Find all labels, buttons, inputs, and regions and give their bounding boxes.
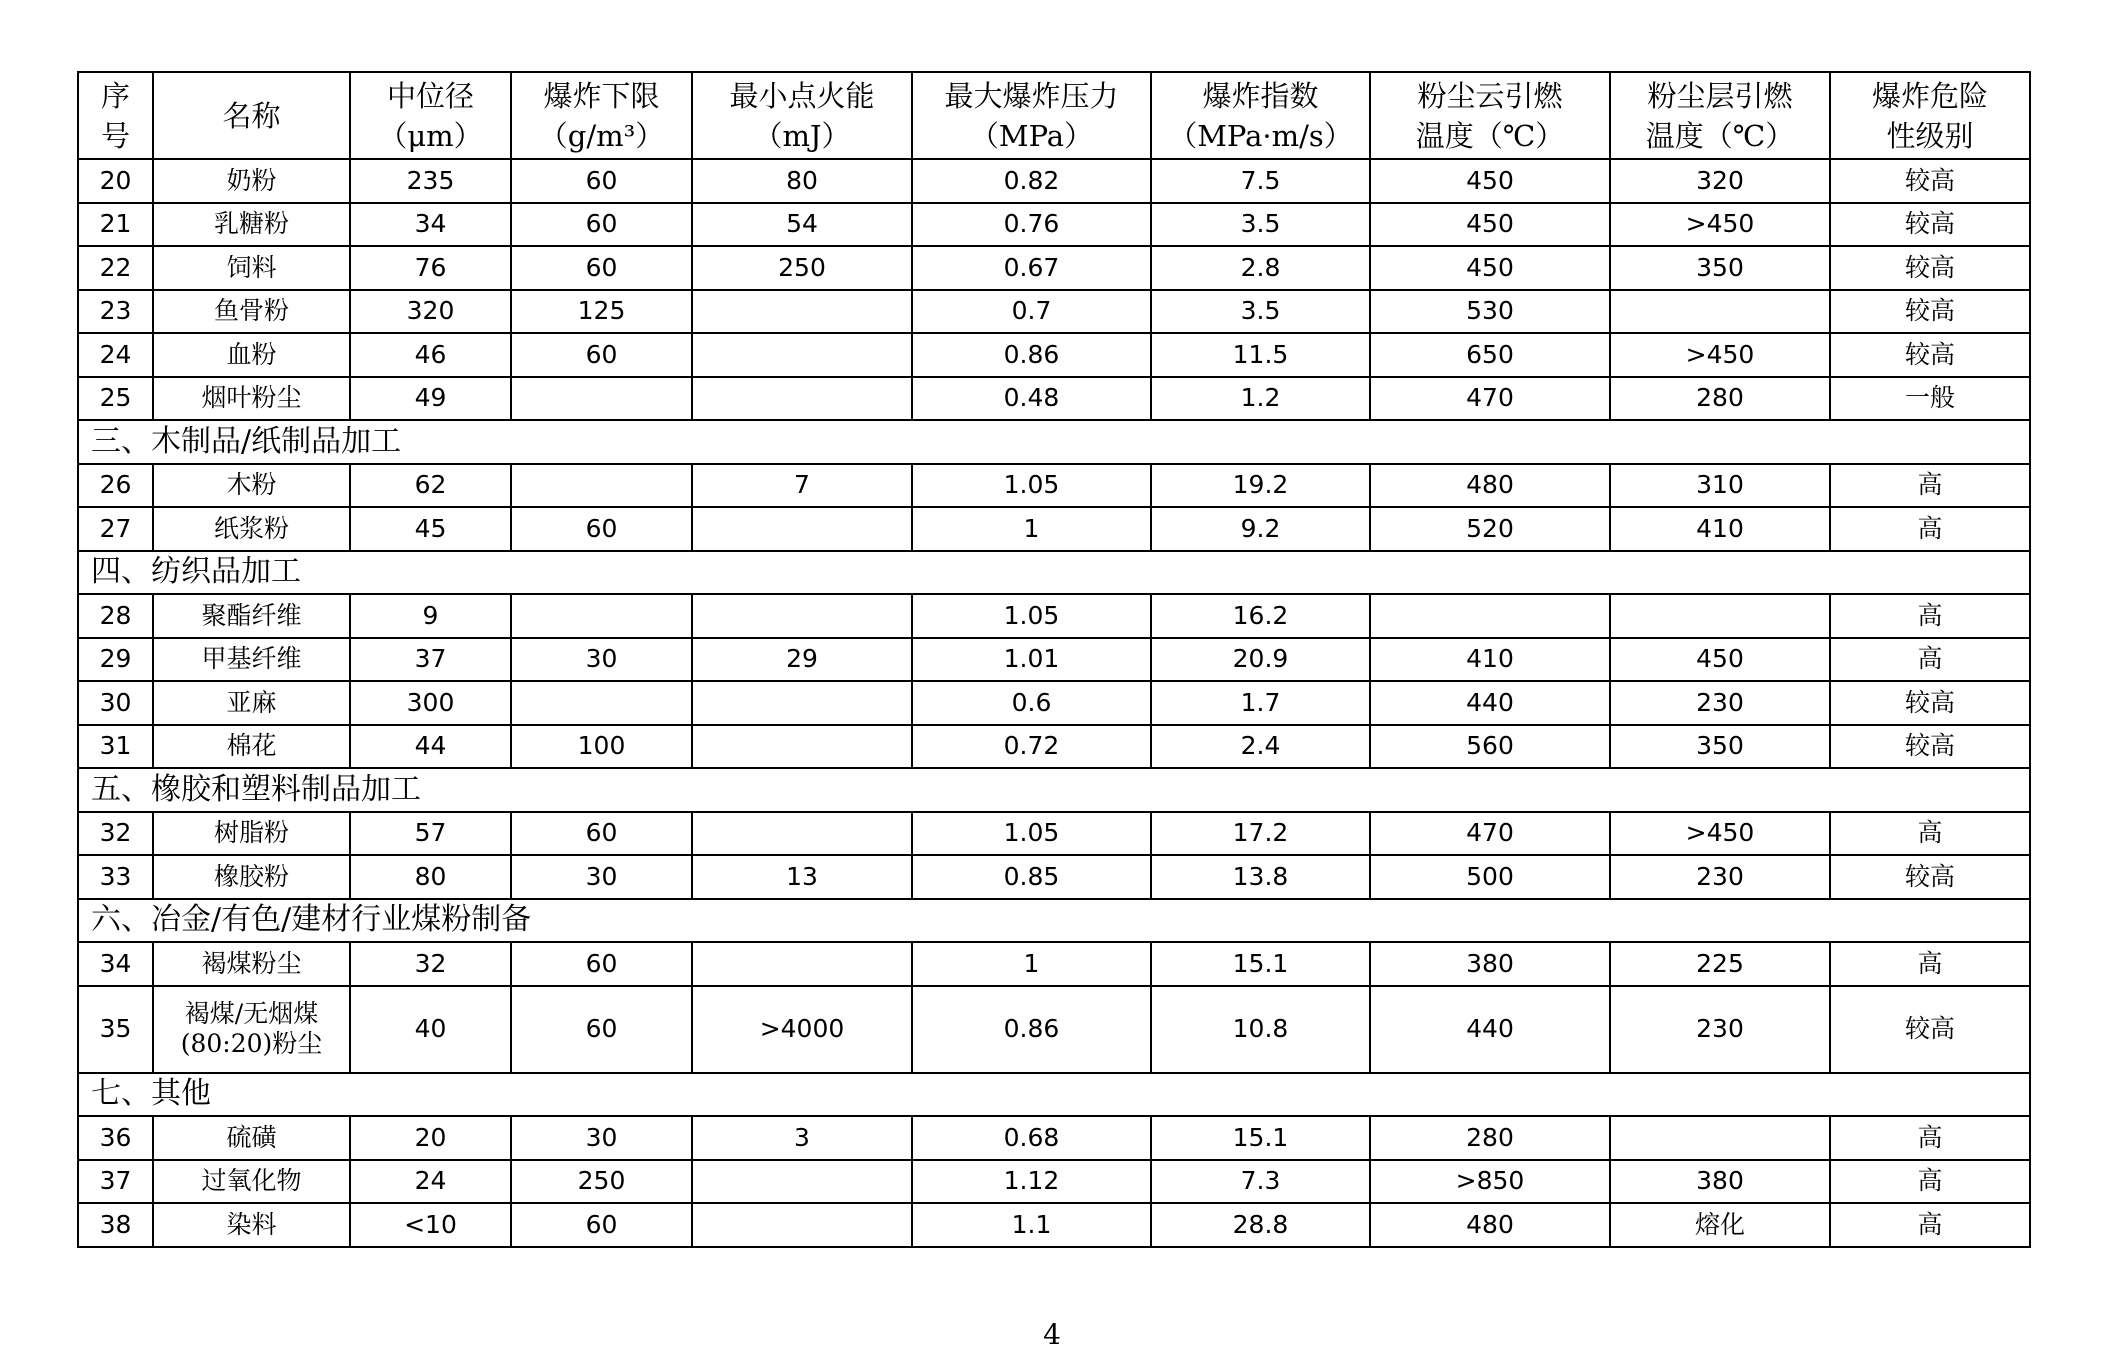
header-text-line: 最小点火能 [729,78,875,113]
cell-cloud-ignition-temp: 280 [1370,1116,1610,1160]
cell-index: 36 [78,1116,153,1160]
cell-min-ignition-energy [692,681,912,725]
cell-max-explosion-pressure: 0.6 [912,681,1151,725]
cell-layer-ignition-temp: 230 [1610,681,1830,725]
cell-layer-ignition-temp: 230 [1610,855,1830,899]
cell-median-diameter: 9 [350,594,511,638]
cell-hazard-level: 高 [1830,812,2030,856]
cell-name: 褐煤粉尘 [153,942,350,986]
cell-max-explosion-pressure: 0.82 [912,159,1151,203]
cell-min-ignition-energy: >4000 [692,986,912,1073]
cell-max-explosion-pressure: 0.86 [912,333,1151,377]
header-max-explosion-pressure [912,72,1151,159]
cell-layer-ignition-temp [1610,290,1830,334]
table-row [78,638,2030,682]
table-row [78,377,2030,421]
cell-name: 乳糖粉 [153,203,350,247]
header-text-line: （mJ） [753,118,851,153]
cell-max-explosion-pressure: 0.67 [912,246,1151,290]
table-row [78,1116,2030,1160]
section-row [78,768,2030,812]
cell-index: 30 [78,681,153,725]
cell-name: 棉花 [153,725,350,769]
dust-explosion-table [77,71,2031,1248]
cell-name: 亚麻 [153,681,350,725]
table-row [78,986,2030,1073]
cell-median-diameter: 320 [350,290,511,334]
cell-hazard-level: 较高 [1830,333,2030,377]
cell-median-diameter: 76 [350,246,511,290]
cell-explosion-index: 2.8 [1151,246,1370,290]
table-row [78,1160,2030,1204]
cell-median-diameter: 40 [350,986,511,1073]
cell-explosion-index: 2.4 [1151,725,1370,769]
cell-hazard-level: 高 [1830,464,2030,508]
cell-explosion-index: 10.8 [1151,986,1370,1073]
cell-index: 27 [78,507,153,551]
header-text-line: 中位径 [386,78,474,113]
cell-max-explosion-pressure: 1.05 [912,464,1151,508]
cell-layer-ignition-temp [1610,1116,1830,1160]
cell-layer-ignition-temp: >450 [1610,812,1830,856]
table-row [78,855,2030,899]
cell-name: 烟叶粉尘 [153,377,350,421]
cell-name: 橡胶粉 [153,855,350,899]
cell-explosion-index: 11.5 [1151,333,1370,377]
table-row [78,681,2030,725]
cell-explosion-index: 15.1 [1151,942,1370,986]
cell-hazard-level: 高 [1830,1203,2030,1247]
cell-layer-ignition-temp: 230 [1610,986,1830,1073]
cell-name: 过氧化物 [153,1160,350,1204]
cell-median-diameter: 44 [350,725,511,769]
cell-lower-explosion-limit [511,681,692,725]
table-row [78,1203,2030,1247]
cell-hazard-level: 一般 [1830,377,2030,421]
cell-min-ignition-energy: 54 [692,203,912,247]
cell-median-diameter: 34 [350,203,511,247]
cell-index: 37 [78,1160,153,1204]
cell-median-diameter: 49 [350,377,511,421]
cell-max-explosion-pressure: 1.12 [912,1160,1151,1204]
cell-hazard-level: 较高 [1830,855,2030,899]
cell-min-ignition-energy [692,725,912,769]
cell-cloud-ignition-temp: 470 [1370,377,1610,421]
cell-min-ignition-energy [692,1203,912,1247]
section-title: 六、冶金/有色/建材行业煤粉制备 [78,899,2030,943]
header-min-ignition-energy [692,72,912,159]
cell-cloud-ignition-temp: 450 [1370,159,1610,203]
header-text-line: 序 [100,78,130,113]
cell-hazard-level: 高 [1830,1160,2030,1204]
cell-cloud-ignition-temp: 480 [1370,464,1610,508]
cell-max-explosion-pressure: 0.48 [912,377,1151,421]
cell-explosion-index: 7.5 [1151,159,1370,203]
cell-median-diameter: 45 [350,507,511,551]
cell-lower-explosion-limit: 60 [511,812,692,856]
table-row [78,594,2030,638]
cell-max-explosion-pressure: 1.05 [912,594,1151,638]
cell-median-diameter: 37 [350,638,511,682]
section-row [78,420,2030,464]
cell-median-diameter: 32 [350,942,511,986]
cell-layer-ignition-temp: 350 [1610,725,1830,769]
header-text-line: 名称 [222,98,281,133]
cell-lower-explosion-limit: 60 [511,507,692,551]
header-text-line: 号 [100,118,130,153]
table-row [78,159,2030,203]
cell-index: 23 [78,290,153,334]
header-name [153,72,350,159]
cell-cloud-ignition-temp: 470 [1370,812,1610,856]
cell-lower-explosion-limit [511,377,692,421]
cell-explosion-index: 1.7 [1151,681,1370,725]
cell-hazard-level: 高 [1830,594,2030,638]
cell-index: 26 [78,464,153,508]
header-layer-ignition-temp [1610,72,1830,159]
cell-min-ignition-energy [692,290,912,334]
cell-layer-ignition-temp: >450 [1610,203,1830,247]
header-text-line: 最大爆炸压力 [944,78,1119,113]
cell-min-ignition-energy [692,1160,912,1204]
header-text-line: 温度（℃） [1415,118,1565,153]
page-number: 4 [1043,1318,1061,1351]
cell-name: 血粉 [153,333,350,377]
cell-median-diameter: 300 [350,681,511,725]
table-row [78,203,2030,247]
cell-index: 22 [78,246,153,290]
cell-cloud-ignition-temp: 500 [1370,855,1610,899]
cell-cloud-ignition-temp: >850 [1370,1160,1610,1204]
cell-lower-explosion-limit [511,594,692,638]
header-text-line: 粉尘云引燃 [1417,78,1563,113]
cell-index: 33 [78,855,153,899]
cell-index: 32 [78,812,153,856]
cell-lower-explosion-limit: 60 [511,333,692,377]
cell-layer-ignition-temp: 310 [1610,464,1830,508]
cell-explosion-index: 16.2 [1151,594,1370,638]
cell-cloud-ignition-temp: 480 [1370,1203,1610,1247]
cell-lower-explosion-limit [511,464,692,508]
table-row [78,812,2030,856]
header-row [78,72,2030,159]
table-row [78,290,2030,334]
cell-min-ignition-energy [692,333,912,377]
cell-lower-explosion-limit: 60 [511,1203,692,1247]
cell-lower-explosion-limit: 30 [511,855,692,899]
header-index [78,72,153,159]
header-lower-explosion-limit [511,72,692,159]
cell-min-ignition-energy: 7 [692,464,912,508]
cell-explosion-index: 3.5 [1151,290,1370,334]
cell-median-diameter: 24 [350,1160,511,1204]
table-row [78,464,2030,508]
cell-index: 21 [78,203,153,247]
cell-index: 29 [78,638,153,682]
cell-lower-explosion-limit: 60 [511,203,692,247]
header-text-line: （g/m³） [538,118,665,153]
cell-max-explosion-pressure: 0.85 [912,855,1151,899]
header-cloud-ignition-temp [1370,72,1610,159]
cell-median-diameter: 235 [350,159,511,203]
header-text-line: （MPa） [969,118,1094,153]
cell-explosion-index: 3.5 [1151,203,1370,247]
cell-explosion-index: 13.8 [1151,855,1370,899]
cell-name: 木粉 [153,464,350,508]
header-explosion-index [1151,72,1370,159]
cell-layer-ignition-temp: 320 [1610,159,1830,203]
header-text-line: 爆炸危险 [1871,78,1988,113]
cell-hazard-level: 较高 [1830,681,2030,725]
cell-min-ignition-energy [692,594,912,638]
cell-cloud-ignition-temp: 530 [1370,290,1610,334]
cell-lower-explosion-limit: 60 [511,246,692,290]
cell-median-diameter: <10 [350,1203,511,1247]
cell-min-ignition-energy: 13 [692,855,912,899]
cell-median-diameter: 20 [350,1116,511,1160]
cell-median-diameter: 46 [350,333,511,377]
cell-name: 奶粉 [153,159,350,203]
cell-name: 硫磺 [153,1116,350,1160]
cell-explosion-index: 15.1 [1151,1116,1370,1160]
cell-cloud-ignition-temp: 440 [1370,986,1610,1073]
cell-min-ignition-energy: 3 [692,1116,912,1160]
cell-hazard-level: 高 [1830,1116,2030,1160]
cell-cloud-ignition-temp: 380 [1370,942,1610,986]
cell-layer-ignition-temp: 450 [1610,638,1830,682]
cell-explosion-index: 9.2 [1151,507,1370,551]
cell-max-explosion-pressure: 1 [912,507,1151,551]
header-median-diameter [350,72,511,159]
cell-index: 35 [78,986,153,1073]
header-text-line: 爆炸指数 [1202,78,1319,113]
cell-hazard-level: 高 [1830,507,2030,551]
cell-index: 20 [78,159,153,203]
header-text-line: （μm） [378,118,483,153]
header-text-line: 粉尘层引燃 [1647,78,1793,113]
cell-index: 28 [78,594,153,638]
table-row [78,507,2030,551]
cell-index: 31 [78,725,153,769]
cell-max-explosion-pressure: 0.68 [912,1116,1151,1160]
cell-hazard-level: 高 [1830,942,2030,986]
cell-max-explosion-pressure: 1 [912,942,1151,986]
cell-layer-ignition-temp: 410 [1610,507,1830,551]
table-row [78,246,2030,290]
cell-index: 25 [78,377,153,421]
cell-index: 38 [78,1203,153,1247]
cell-name: 纸浆粉 [153,507,350,551]
cell-layer-ignition-temp: 350 [1610,246,1830,290]
section-title: 七、其他 [78,1073,2030,1117]
cell-hazard-level: 较高 [1830,725,2030,769]
cell-lower-explosion-limit: 60 [511,942,692,986]
cell-hazard-level: 较高 [1830,246,2030,290]
cell-cloud-ignition-temp: 410 [1370,638,1610,682]
section-row [78,551,2030,595]
header-text-line: 性级别 [1886,118,1974,153]
cell-cloud-ignition-temp [1370,594,1610,638]
table-row [78,333,2030,377]
cell-max-explosion-pressure: 0.86 [912,986,1151,1073]
header-text-line: 爆炸下限 [543,78,660,113]
cell-hazard-level: 较高 [1830,290,2030,334]
table-row [78,725,2030,769]
cell-lower-explosion-limit: 30 [511,1116,692,1160]
cell-index: 34 [78,942,153,986]
cell-min-ignition-energy [692,507,912,551]
cell-name: 树脂粉 [153,812,350,856]
cell-layer-ignition-temp: 280 [1610,377,1830,421]
cell-layer-ignition-temp [1610,594,1830,638]
cell-layer-ignition-temp: 熔化 [1610,1203,1830,1247]
cell-min-ignition-energy: 250 [692,246,912,290]
header-text-line: 温度（℃） [1645,118,1795,153]
cell-lower-explosion-limit: 30 [511,638,692,682]
cell-hazard-level: 较高 [1830,203,2030,247]
cell-layer-ignition-temp: >450 [1610,333,1830,377]
cell-name: 聚酯纤维 [153,594,350,638]
cell-explosion-index: 1.2 [1151,377,1370,421]
cell-layer-ignition-temp: 380 [1610,1160,1830,1204]
cell-lower-explosion-limit: 125 [511,290,692,334]
cell-median-diameter: 57 [350,812,511,856]
cell-cloud-ignition-temp: 650 [1370,333,1610,377]
section-row [78,1073,2030,1117]
section-title: 五、橡胶和塑料制品加工 [78,768,2030,812]
cell-max-explosion-pressure: 0.7 [912,290,1151,334]
cell-max-explosion-pressure: 0.72 [912,725,1151,769]
cell-lower-explosion-limit: 250 [511,1160,692,1204]
cell-name: 甲基纤维 [153,638,350,682]
cell-min-ignition-energy [692,377,912,421]
cell-hazard-level: 较高 [1830,986,2030,1073]
section-title: 四、纺织品加工 [78,551,2030,595]
cell-lower-explosion-limit: 100 [511,725,692,769]
table-body [78,159,2030,1247]
table-header [78,72,2030,159]
cell-name: 褐煤/无烟煤(80:20)粉尘 [153,986,350,1073]
cell-explosion-index: 7.3 [1151,1160,1370,1204]
cell-cloud-ignition-temp: 450 [1370,203,1610,247]
cell-max-explosion-pressure: 1.05 [912,812,1151,856]
cell-median-diameter: 80 [350,855,511,899]
cell-explosion-index: 19.2 [1151,464,1370,508]
cell-hazard-level: 高 [1830,638,2030,682]
cell-lower-explosion-limit: 60 [511,159,692,203]
cell-cloud-ignition-temp: 520 [1370,507,1610,551]
section-row [78,899,2030,943]
header-text-line: （MPa·m/s） [1168,118,1353,153]
table-row [78,942,2030,986]
cell-explosion-index: 17.2 [1151,812,1370,856]
cell-min-ignition-energy: 29 [692,638,912,682]
cell-index: 24 [78,333,153,377]
section-title: 三、木制品/纸制品加工 [78,420,2030,464]
cell-min-ignition-energy [692,812,912,856]
cell-explosion-index: 28.8 [1151,1203,1370,1247]
cell-name: 鱼骨粉 [153,290,350,334]
cell-max-explosion-pressure: 0.76 [912,203,1151,247]
cell-median-diameter: 62 [350,464,511,508]
cell-name: 饲料 [153,246,350,290]
cell-cloud-ignition-temp: 440 [1370,681,1610,725]
cell-name: 染料 [153,1203,350,1247]
cell-max-explosion-pressure: 1.1 [912,1203,1151,1247]
header-hazard-level [1830,72,2030,159]
cell-max-explosion-pressure: 1.01 [912,638,1151,682]
cell-cloud-ignition-temp: 560 [1370,725,1610,769]
cell-lower-explosion-limit: 60 [511,986,692,1073]
cell-layer-ignition-temp: 225 [1610,942,1830,986]
cell-hazard-level: 较高 [1830,159,2030,203]
cell-min-ignition-energy [692,942,912,986]
cell-min-ignition-energy: 80 [692,159,912,203]
cell-explosion-index: 20.9 [1151,638,1370,682]
cell-cloud-ignition-temp: 450 [1370,246,1610,290]
